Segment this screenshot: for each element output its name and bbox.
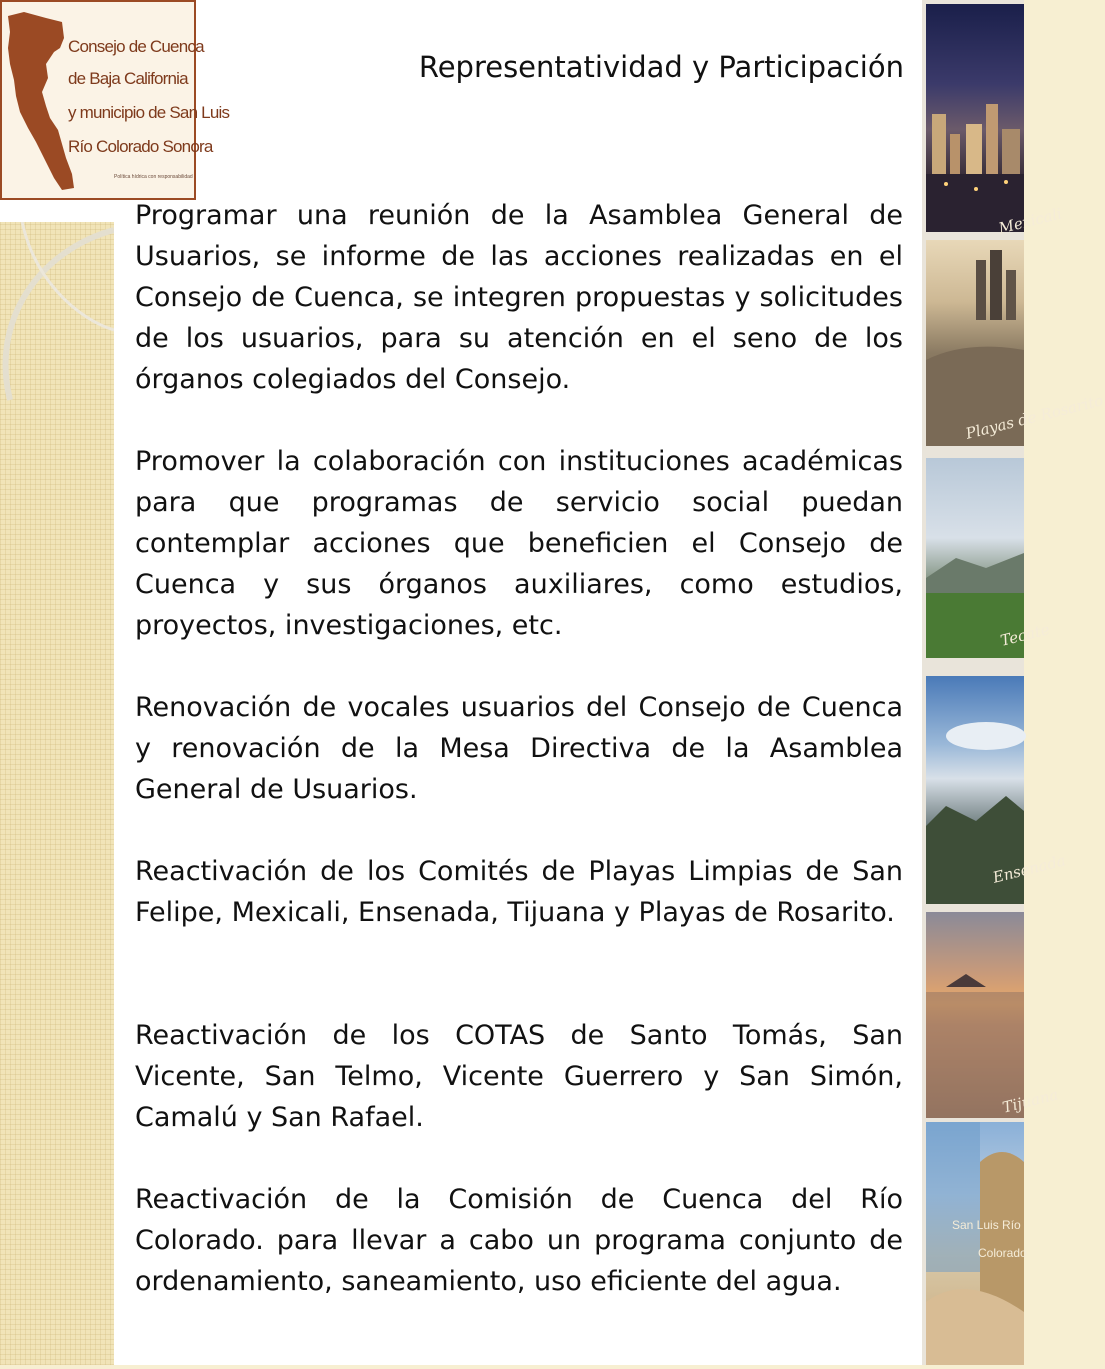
photo-label: Tecate: [998, 620, 1052, 650]
photo-label: Ensenada: [990, 851, 1068, 887]
logo-text-line: Río Colorado Sonora: [68, 137, 213, 156]
photo-mexicali: [926, 4, 1064, 238]
valley-field-image: [926, 458, 1024, 658]
photo-san-luis-rio-colorado: [926, 1122, 1027, 1365]
photo-tecate: [926, 458, 1052, 658]
logo-text-line: y municipio de San Luis: [68, 103, 230, 122]
organization-logo: [0, 0, 230, 200]
paragraph-colaboracion: Promover la colaboración con instituciones académicas para que programas de servicio social puedan contemplar acciones que beneficien el Consejo de Cuenca y sus órganos auxiliares, como estudios, proyectos, investigaciones, etc.: [135, 446, 903, 641]
photo-rosarito: [926, 240, 1105, 446]
photo-strip: [922, 0, 1105, 1365]
paragraph-cotas: Reactivación de los COTAS de Santo Tomás, San Vicente, San Telmo, Vicente Guerrero y San Simón, Camalú y San Rafael.: [135, 1020, 903, 1133]
baja-california-map-icon: [6, 8, 76, 194]
paragraph-rio-colorado: Reactivación de la Comisión de Cuenca del Río Colorado. para llevar a cabo un programa conjunto de ordenamiento, saneamiento, uso eficiente del agua.: [135, 1184, 903, 1297]
photo-tijuana: [926, 912, 1061, 1118]
sunset-sea-image: [926, 912, 1024, 1118]
header-background: [196, 0, 922, 222]
photo-label: Colorado: [978, 1246, 1027, 1260]
dunes-image: [926, 1122, 1024, 1365]
logo-text-line: Consejo de Cuenca: [68, 37, 204, 56]
logo-tagline: Política hídrica con responsabilidad: [114, 174, 193, 180]
paragraph-renovacion: Renovación de vocales usuarios del Consejo de Cuenca y renovación de la Mesa Directiva de la Asamblea General de Usuarios.: [135, 692, 903, 805]
city-skyline-image: [926, 4, 1024, 232]
photo-label: Playas de Rosarito: [963, 391, 1105, 443]
photo-ensenada: [926, 676, 1068, 904]
photo-label: San Luis Río: [952, 1218, 1021, 1232]
page-title: Representatividad y Participación: [418, 50, 904, 84]
logo-text-line: de Baja California: [68, 69, 188, 88]
paragraph-asamblea: Programar una reunión de la Asamblea General de Usuarios, se informe de las acciones realizadas en el Consejo de Cuenca, se integren propuestas y solicitudes de los usuarios, para su atención en el seno de los órganos colegiados del Consejo.: [135, 200, 903, 395]
paragraph-playas-limpias: Reactivación de los Comités de Playas Limpias de San Felipe, Mexicali, Ensenada, Tijuana y Playas de Rosarito.: [135, 856, 903, 928]
photo-label: Tijuana: [1000, 1085, 1061, 1117]
photo-label: Mexicali: [996, 204, 1064, 238]
